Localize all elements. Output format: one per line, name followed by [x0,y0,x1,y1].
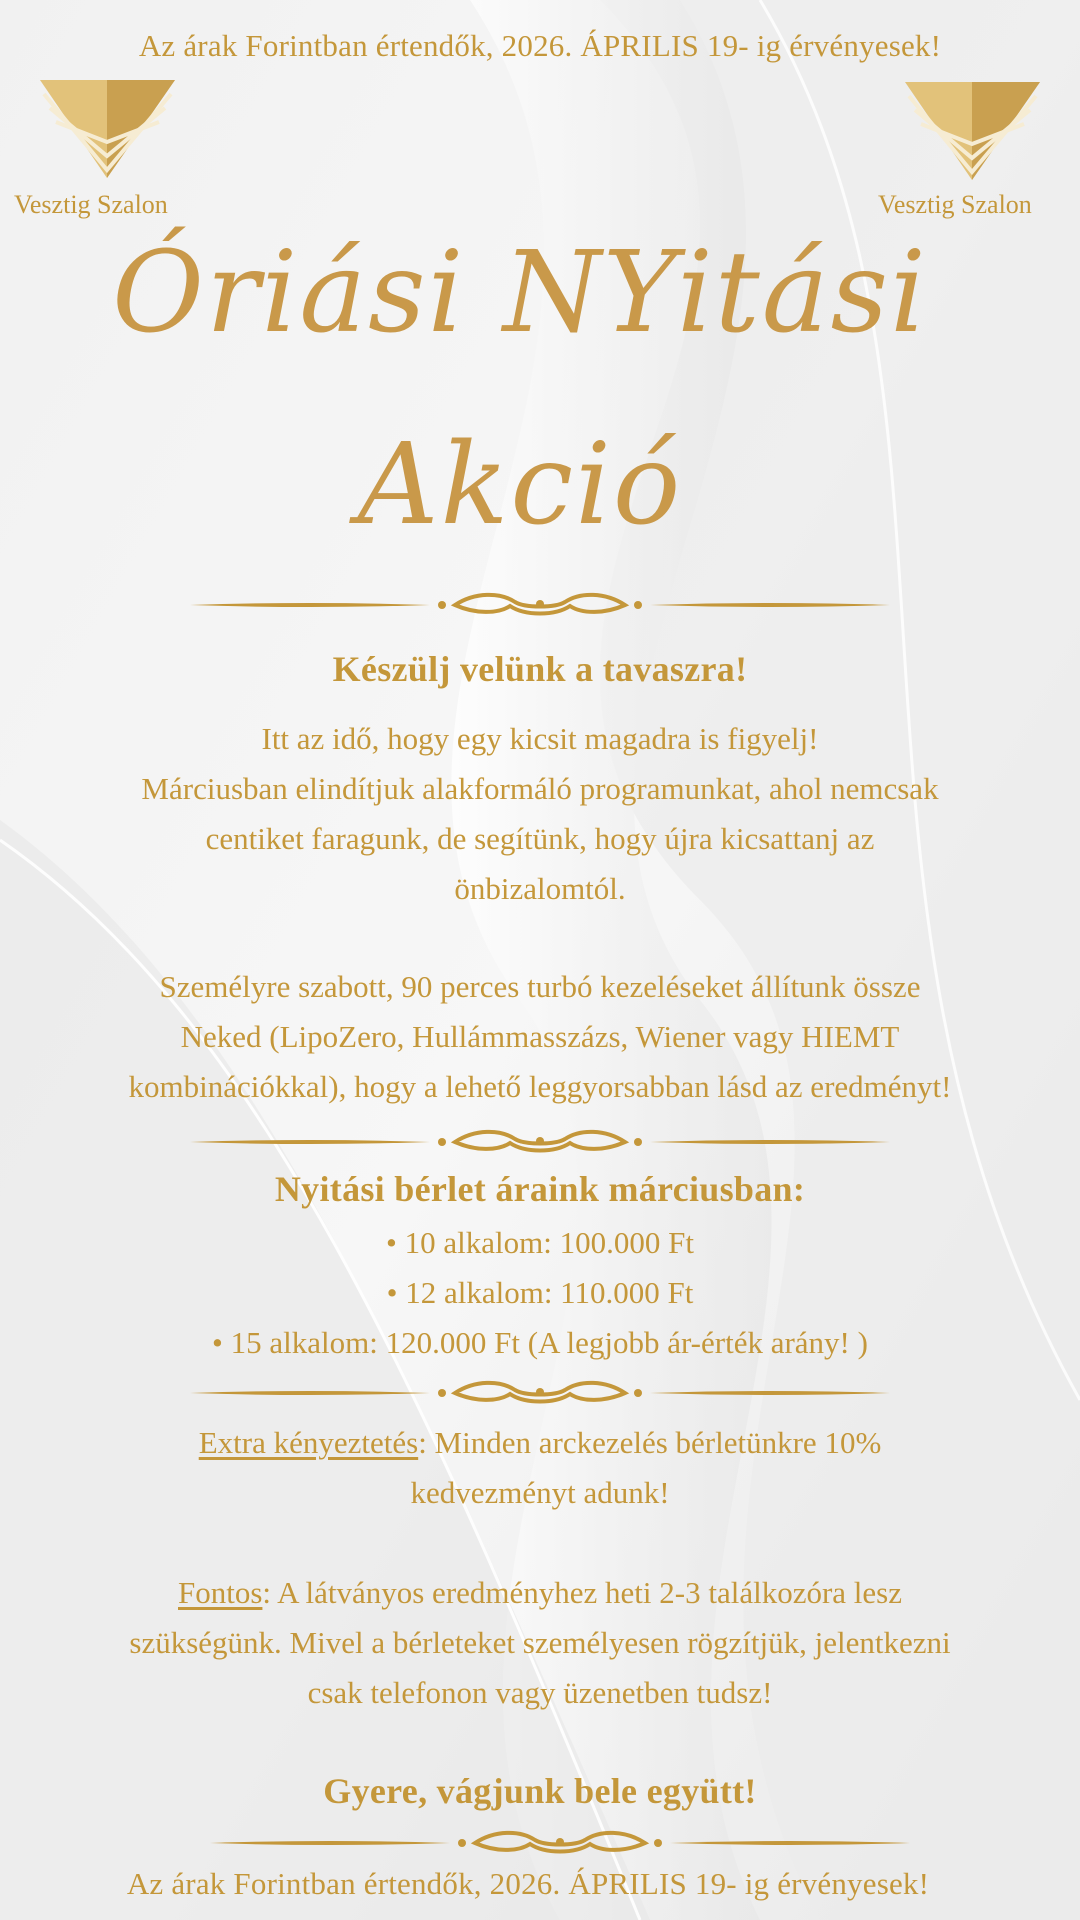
important-text: szükségünk. Mivel a bérleteket személyesen rögzítjük, jelentkezni [129,1625,951,1660]
intro-paragraph [0,714,1080,914]
important-text: csak telefonon vagy üzenetben tudsz! [307,1675,773,1710]
pricing-list [0,1218,1080,1368]
ornament-divider [190,1378,890,1408]
ornament-divider [210,1828,910,1858]
diamond-logo-icon [40,80,175,180]
extra-text: kedvezményt adunk! [410,1475,670,1510]
ornament-divider [190,590,890,620]
important-text: : A látványos eredményhez heti 2-3 találkozóra lesz [262,1575,902,1610]
intro-line: centiket faragunk, de segítünk, hogy újra kicsattanj az [205,821,875,856]
important-label: Fontos [178,1575,263,1610]
title-line-2: Akció [357,420,683,550]
treatments-line: kombinációkkal), hogy a lehető leggyorsabban lásd az eredményt! [128,1069,952,1104]
pricing-heading: Nyitási bérlet áraink márciusban: [274,1169,806,1209]
price-item: • 15 alkalom: 120.000 Ft (A legjobb ár-érték arány! ) [212,1325,868,1360]
bottom-validity-notice: Az árak Forintban értendők, 2026. ÁPRILIS 19- ig érvényesek! [126,1866,930,1901]
intro-line: Márciusban elindítjuk alakformáló programunkat, ahol nemcsak [141,771,939,806]
treatments-line: Neked (LipoZero, Hullámmasszázs, Wiener vagy HIEMT [180,1019,900,1054]
brand-name-left: Vesztig Szalon [14,190,168,219]
extra-paragraph [0,1418,1080,1518]
brand-name-right: Vesztig Szalon [878,190,1032,219]
top-validity-notice: Az árak Forintban értendők, 2026. ÁPRILIS 19- ig érvényesek! [138,28,942,63]
title-line-1: Óriási NYitási [112,228,928,358]
closing-heading: Gyere, vágjunk bele együtt! [323,1771,757,1811]
price-item: • 12 alkalom: 110.000 Ft [386,1275,694,1310]
intro-line: önbizalomtól. [454,871,626,906]
important-paragraph [0,1568,1080,1718]
diamond-logo-icon [905,82,1040,182]
extra-label: Extra kényeztetés [198,1425,419,1460]
extra-text: : Minden arckezelés bérletünkre 10% [418,1425,882,1460]
treatments-paragraph [0,962,1080,1112]
ornament-divider [190,1127,890,1157]
spring-heading: Készülj velünk a tavaszra! [332,649,748,689]
treatments-line: Személyre szabott, 90 perces turbó kezeléseket állítunk össze [159,969,921,1004]
intro-line: Itt az idő, hogy egy kicsit magadra is figyelj! [261,721,819,756]
price-item: • 10 alkalom: 100.000 Ft [386,1225,694,1260]
